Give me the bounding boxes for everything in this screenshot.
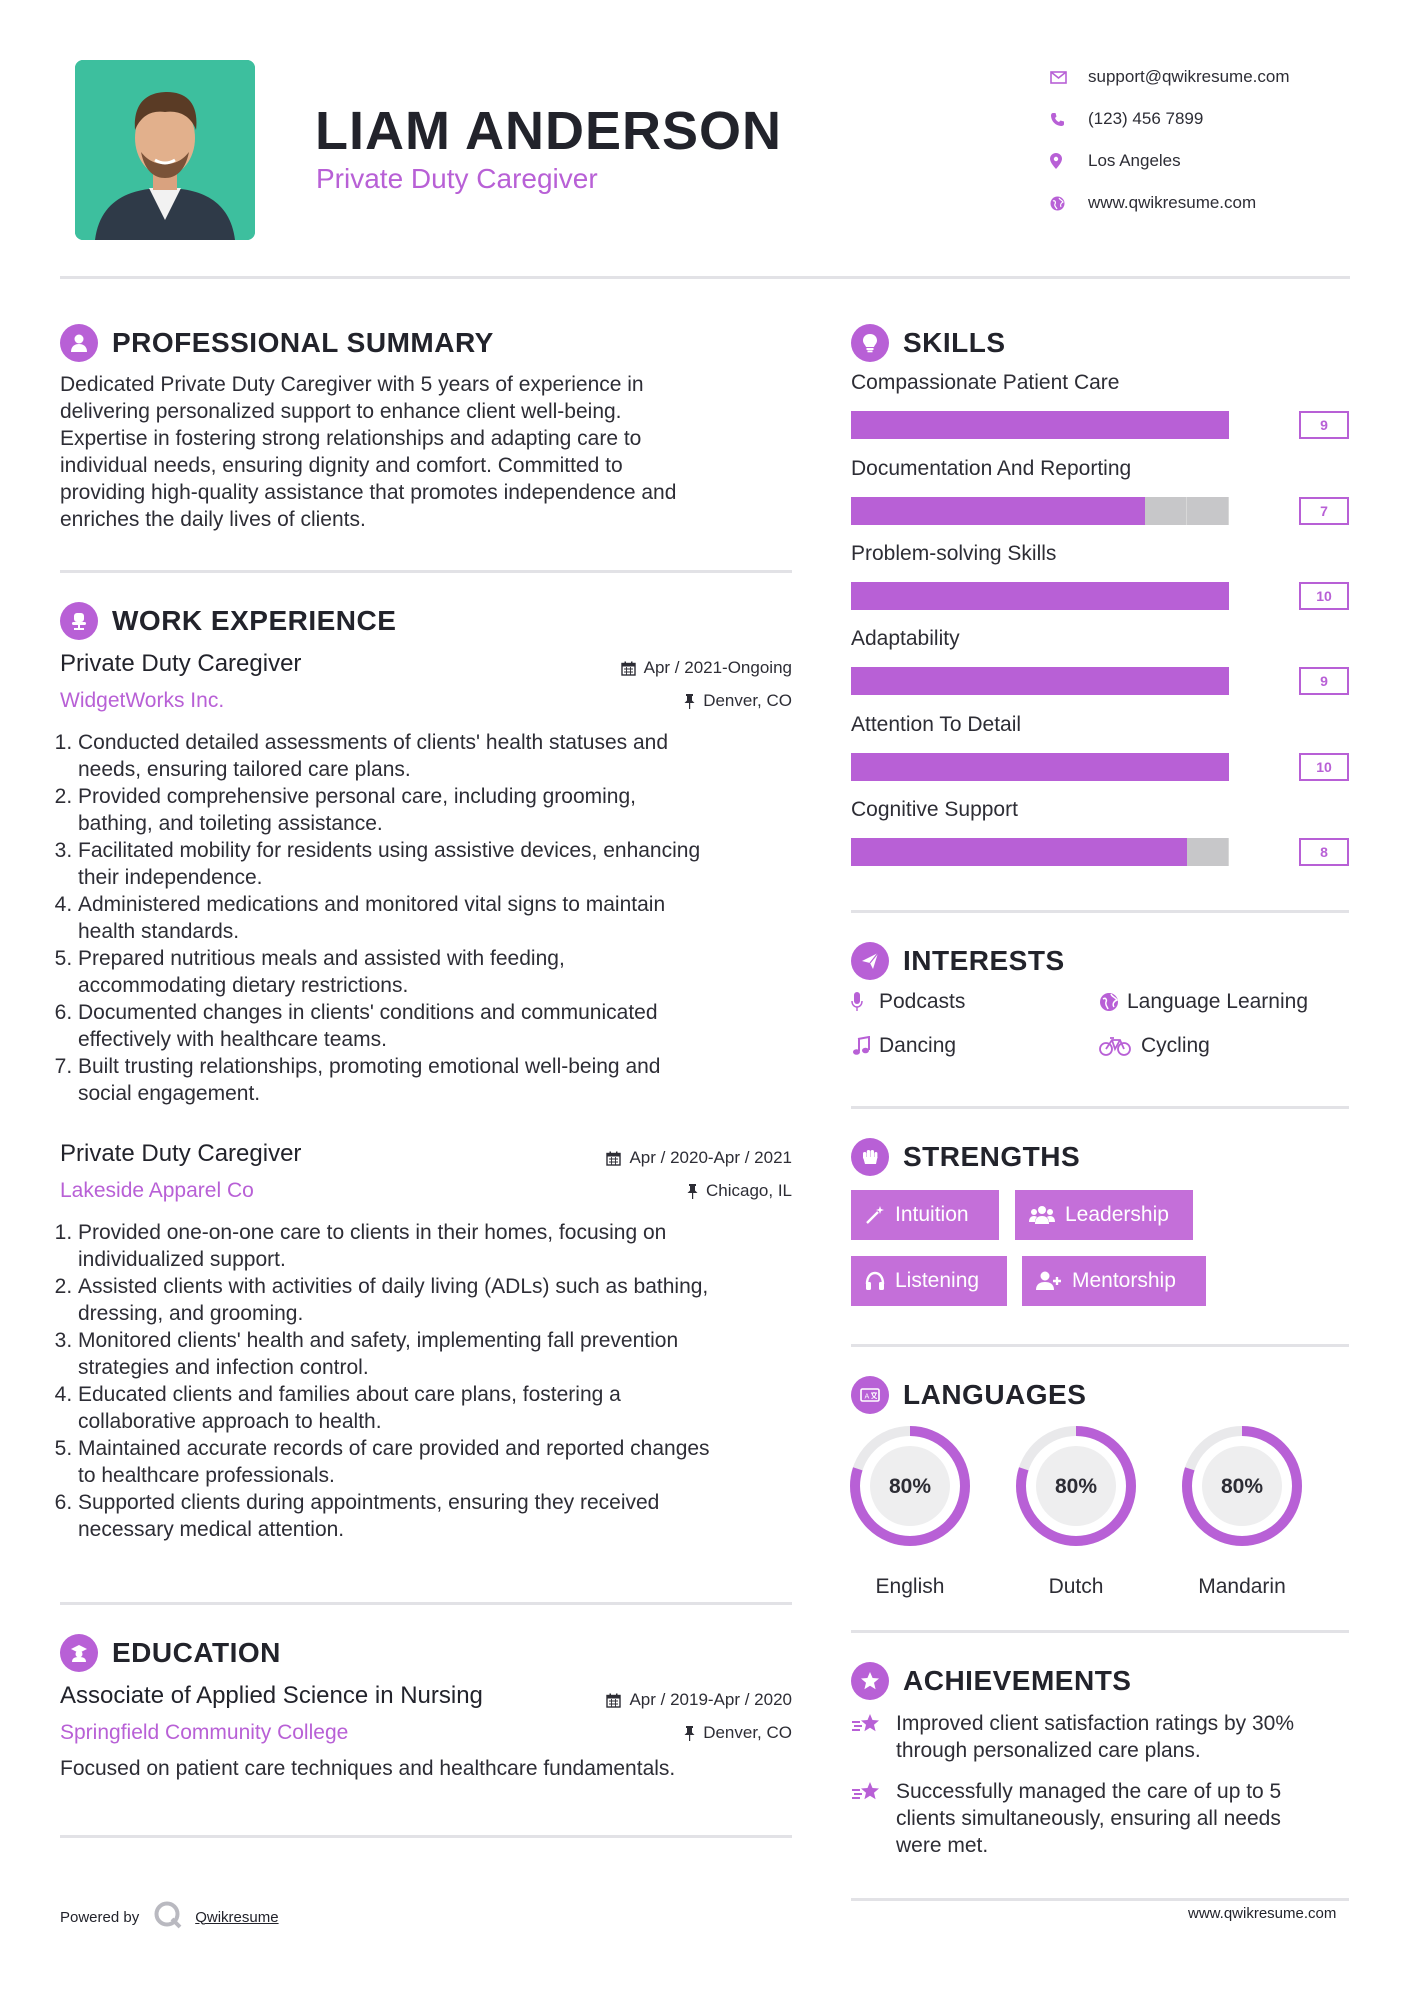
skill-score-badge: 7 [1299,497,1349,525]
skill-name: Attention To Detail [851,713,1022,736]
skill-segment-filled [893,411,935,439]
achievements-title: ACHIEVEMENTS [903,1665,1132,1696]
skill-segment-filled [977,667,1019,695]
language-ring [1180,1424,1304,1548]
list-item [78,1053,800,1107]
calendar-icon [606,1151,621,1166]
list-item [78,1273,800,1327]
skill-segment-filled [935,838,977,866]
achievement-item [851,1778,1351,1859]
job-dates [560,658,792,678]
skill-segment-filled [893,838,935,866]
list-item [78,1381,800,1435]
shooting-star-icon [851,1710,896,1743]
education-dates [540,1690,792,1710]
globe-icon [1099,992,1127,1012]
achievement-line: through personalized care plans. [896,1739,1201,1762]
interest-label: Dancing [879,1034,957,1057]
skill-bar [851,753,1349,781]
skill-bar [851,838,1349,866]
education-description: Focused on patient care techniques and healthcare fundamentals. [60,1757,676,1780]
skill-segment-filled [1103,838,1145,866]
summary-line: Dedicated Private Duty Caregiver with 5 years of experience in [60,373,644,396]
experience-heading [60,602,396,640]
list-item [78,837,800,891]
experience-divider [60,1602,792,1605]
education-heading [60,1634,281,1672]
skill-segment-filled [977,582,1019,610]
music-note-icon [851,1036,879,1056]
fist-icon [851,1138,889,1176]
pushpin-icon [684,1726,695,1741]
skill-segment-filled [893,497,935,525]
list-item [78,1435,800,1489]
duty-line: Supported clients during appointments, ensuring they received [78,1491,660,1514]
contact-website-text: www.qwikresume.com [1088,193,1257,212]
list-item [78,999,800,1053]
skill-segment-empty [1187,497,1229,525]
skills-heading [851,324,1006,362]
users-icon [1029,1205,1055,1225]
contact-location [1050,140,1290,182]
languages-heading [851,1376,1086,1414]
skill-segment-filled [1103,753,1145,781]
degree-name: Associate of Applied Science in Nursing [60,1682,483,1709]
skill-name: Adaptability [851,627,960,650]
duty-line: Built trusting relationships, promoting emotional well-being and [78,1055,661,1078]
job-location [560,691,792,711]
summary-heading [60,324,494,362]
duty-line: bathing, and toileting assistance. [78,812,383,835]
duty-line: dressing, and grooming. [78,1302,304,1325]
graduate-icon [60,1634,98,1672]
job-location [560,1181,792,1201]
skill-item [851,713,1349,781]
achievement-line: Successfully managed the care of up to 5 [896,1780,1282,1803]
education-title: EDUCATION [112,1637,281,1668]
skill-name: Problem-solving Skills [851,542,1057,565]
summary-text [60,371,780,533]
duty-line: Conducted detailed assessments of clients' health statuses and [78,731,669,754]
duty-line: social engagement. [78,1082,261,1105]
list-item [78,783,800,837]
skill-segment-filled [1145,582,1187,610]
magic-wand-icon [865,1205,885,1225]
microphone-icon [851,992,879,1012]
skills-divider [851,910,1349,913]
duty-line: Assisted clients with activities of daily living (ADLs) such as bathing, [78,1275,709,1298]
skill-segment-filled [935,497,977,525]
job-dates-text: Apr / 2021-Ongoing [643,658,792,677]
job-title: Private Duty Caregiver [60,1140,302,1167]
skill-item [851,627,1349,695]
duty-line: to healthcare professionals. [78,1464,335,1487]
job-location-text: Chicago, IL [706,1181,792,1200]
duty-line: individualized support. [78,1248,286,1271]
duty-line: collaborative approach to health. [78,1410,382,1433]
skill-segment-filled [1061,497,1103,525]
list-item [78,1489,800,1543]
skill-item [851,798,1349,866]
experience-title: WORK EXPERIENCE [112,605,397,636]
lightbulb-icon [851,324,889,362]
interest-label: Podcasts [879,990,966,1013]
contact-email-text: support@qwikresume.com [1088,67,1290,86]
language-item [848,1424,972,1599]
strength-label: Mentorship [1072,1269,1176,1292]
duty-line: accommodating dietary restrictions. [78,974,409,997]
skill-segment-filled [1061,667,1103,695]
skill-bar [851,411,1349,439]
user-plus-icon [1036,1271,1062,1291]
powered-by [60,1900,279,1934]
duty-line: strategies and infection control. [78,1356,369,1379]
bicycle-icon [1099,1036,1141,1056]
duty-line: Maintained accurate records of care provided and reported changes [78,1437,710,1460]
skill-segment-filled [851,667,893,695]
pushpin-icon [687,1184,698,1199]
interests-divider [851,1106,1349,1109]
skill-segment-filled [1187,753,1229,781]
achievement-text [896,1778,1281,1859]
job-dates [540,1148,792,1168]
language-ring [1014,1424,1138,1548]
summary-title: PROFESSIONAL SUMMARY [112,327,494,358]
skill-segment-filled [935,582,977,610]
globe-icon [1050,196,1088,211]
summary-line: Expertise in fostering strong relationships and adapting care to [60,427,642,450]
skill-segment-filled [1187,667,1229,695]
skill-bar [851,667,1349,695]
skill-bar [851,497,1349,525]
briefcase-chair-icon [60,602,98,640]
skill-name: Cognitive Support [851,798,1018,821]
language-icon [851,1376,889,1414]
skill-segment-filled [935,753,977,781]
achievement-item [851,1710,1351,1764]
qwikresume-link[interactable]: Qwikresume [195,1908,279,1926]
summary-line: individual needs, ensuring dignity and comfort. Committed to [60,454,623,477]
duty-line: Prepared nutritious meals and assisted with feeding, [78,947,565,970]
powered-by-label: Powered by [60,1908,140,1926]
school-name: Springfield Community College [60,1721,349,1744]
skill-segment-filled [851,497,893,525]
skill-segment-filled [977,838,1019,866]
list-item [78,729,800,783]
skill-score-badge: 10 [1299,753,1349,781]
skill-segment-filled [935,411,977,439]
duty-line: their independence. [78,866,263,889]
education-location [560,1723,792,1743]
skill-segment-filled [1145,753,1187,781]
skill-segment-empty [1145,497,1187,525]
contact-website[interactable] [1050,182,1290,224]
interest-item [1099,990,1308,1014]
candidate-title: Private Duty Caregiver [316,163,598,194]
skill-segment-filled [1103,582,1145,610]
summary-line: providing high-quality assistance that promotes independence and [60,481,677,504]
skill-score-badge: 9 [1299,411,1349,439]
skill-segment-filled [1187,411,1229,439]
skill-segment-filled [1061,582,1103,610]
strengths-divider [851,1344,1349,1347]
interest-label: Language Learning [1127,990,1309,1013]
shooting-star-icon [851,1778,896,1811]
language-percent: 80% [1054,1475,1098,1498]
skill-segment-filled [1019,497,1061,525]
skill-segment-filled [1145,838,1187,866]
job-duties-list [60,729,800,1107]
header-divider [60,276,1350,279]
list-item [78,945,800,999]
skill-score-badge: 8 [1299,838,1349,866]
skill-segment-empty [1187,838,1229,866]
education-dates-text: Apr / 2019-Apr / 2020 [629,1690,792,1709]
skill-segment-filled [1019,667,1061,695]
user-icon [60,324,98,362]
summary-divider [60,570,792,573]
skill-segment-filled [1145,667,1187,695]
skill-segment-filled [977,497,1019,525]
skill-segment-filled [893,667,935,695]
calendar-icon [606,1693,621,1708]
skill-segment-filled [1103,411,1145,439]
job-dates-text: Apr / 2020-Apr / 2021 [629,1148,792,1167]
skill-segment-filled [1061,838,1103,866]
strength-label: Listening [895,1269,980,1292]
qwikresume-logo-icon [153,1900,183,1934]
language-name: English [875,1575,945,1598]
skill-segment-filled [1019,411,1061,439]
skill-score-badge: 10 [1299,582,1349,610]
skill-segment-filled [851,838,893,866]
pushpin-icon [684,694,695,709]
skill-segment-filled [851,411,893,439]
skill-segment-filled [851,582,893,610]
skill-segment-filled [1187,582,1229,610]
skill-segment-filled [893,582,935,610]
skill-segment-filled [977,411,1019,439]
skill-segment-filled [893,753,935,781]
skill-segment-filled [977,753,1019,781]
strength-label: Leadership [1065,1203,1169,1226]
company-name: WidgetWorks Inc. [60,689,225,712]
strength-label: Intuition [895,1203,969,1226]
skill-item [851,542,1349,610]
duty-line: health standards. [78,920,240,943]
language-item [1180,1424,1304,1599]
languages-title: LANGUAGES [903,1379,1087,1410]
skill-item [851,457,1349,525]
skill-name: Documentation And Reporting [851,457,1132,480]
skill-segment-filled [1103,667,1145,695]
profile-photo [75,60,255,240]
language-name: Dutch [1048,1575,1104,1598]
skill-segment-filled [851,753,893,781]
strength-tag [1022,1256,1206,1306]
contact-list [1050,56,1290,224]
duty-line: Documented changes in clients' conditions and communicated [78,1001,658,1024]
duty-line: Administered medications and monitored vital signs to maintain [78,893,666,916]
strength-tag [851,1256,1007,1306]
skill-name: Compassionate Patient Care [851,371,1120,394]
job-title: Private Duty Caregiver [60,650,302,677]
contact-email[interactable] [1050,56,1290,98]
duty-line: effectively with healthcare teams. [78,1028,387,1051]
headphones-icon [865,1271,885,1291]
duty-line: Educated clients and families about care plans, fostering a [78,1383,621,1406]
svg-text:A: A [864,1392,870,1401]
skill-segment-filled [1103,497,1145,525]
job-duties-list [60,1219,800,1543]
education-divider [60,1835,792,1838]
duty-line: Facilitated mobility for residents using assistive devices, enhancing [78,839,701,862]
calendar-icon [621,661,636,676]
interests-title: INTERESTS [903,945,1065,976]
duty-line: Monitored clients' health and safety, implementing fall prevention [78,1329,679,1352]
phone-icon [1050,112,1088,127]
achievements-divider [851,1898,1349,1901]
interests-heading [851,942,1065,980]
duty-line: necessary medical attention. [78,1518,345,1541]
skills-title: SKILLS [903,327,1006,358]
contact-phone[interactable] [1050,98,1290,140]
duty-line: Provided one-on-one care to clients in their homes, focusing on [78,1221,667,1244]
star-badge-icon [851,1662,889,1700]
language-percent: 80% [888,1475,932,1498]
language-ring [848,1424,972,1548]
skill-segment-filled [1061,753,1103,781]
job-location-text: Denver, CO [703,691,792,710]
list-item [78,891,800,945]
candidate-name: LIAM ANDERSON [315,101,782,161]
duty-line: needs, ensuring tailored care plans. [78,758,411,781]
map-pin-icon [1050,153,1088,169]
strengths-title: STRENGTHS [903,1141,1081,1172]
list-item [78,1219,800,1273]
language-name: Mandarin [1198,1575,1286,1598]
achievement-line: clients simultaneously, ensuring all needs [896,1807,1281,1830]
languages-divider [851,1630,1349,1633]
interest-label: Cycling [1141,1034,1210,1057]
list-item [78,1327,800,1381]
achievement-line: were met. [896,1834,989,1857]
interest-item [1099,1034,1210,1058]
skill-segment-filled [1145,411,1187,439]
language-percent: 80% [1220,1475,1264,1498]
interest-item [851,990,965,1014]
skill-segment-filled [1019,838,1061,866]
duty-line: Provided comprehensive personal care, including grooming, [78,785,636,808]
skill-bar [851,582,1349,610]
skill-item [851,371,1349,439]
education-location-text: Denver, CO [703,1723,792,1742]
summary-line: enriches the daily lives of clients. [60,508,366,531]
footer-website-link[interactable]: www.qwikresume.com [1188,1905,1337,1922]
contact-phone-text: (123) 456 7899 [1088,109,1204,128]
achievements-heading [851,1662,1131,1700]
skill-segment-filled [935,667,977,695]
strength-tag [1015,1190,1193,1240]
achievement-line: Improved client satisfaction ratings by 30% [896,1712,1295,1735]
paper-plane-icon [851,942,889,980]
skill-score-badge: 9 [1299,667,1349,695]
interest-item [851,1034,956,1058]
language-item [1014,1424,1138,1599]
achievement-text [896,1710,1294,1764]
contact-location-text: Los Angeles [1088,151,1181,170]
skill-segment-filled [1019,753,1061,781]
skill-segment-filled [1061,411,1103,439]
skill-segment-filled [1019,582,1061,610]
company-name: Lakeside Apparel Co [60,1179,254,1202]
summary-line: delivering personalized support to enhance client well-being. [60,400,622,423]
strengths-heading [851,1138,1080,1176]
envelope-icon [1050,71,1088,84]
strength-tag [851,1190,999,1240]
